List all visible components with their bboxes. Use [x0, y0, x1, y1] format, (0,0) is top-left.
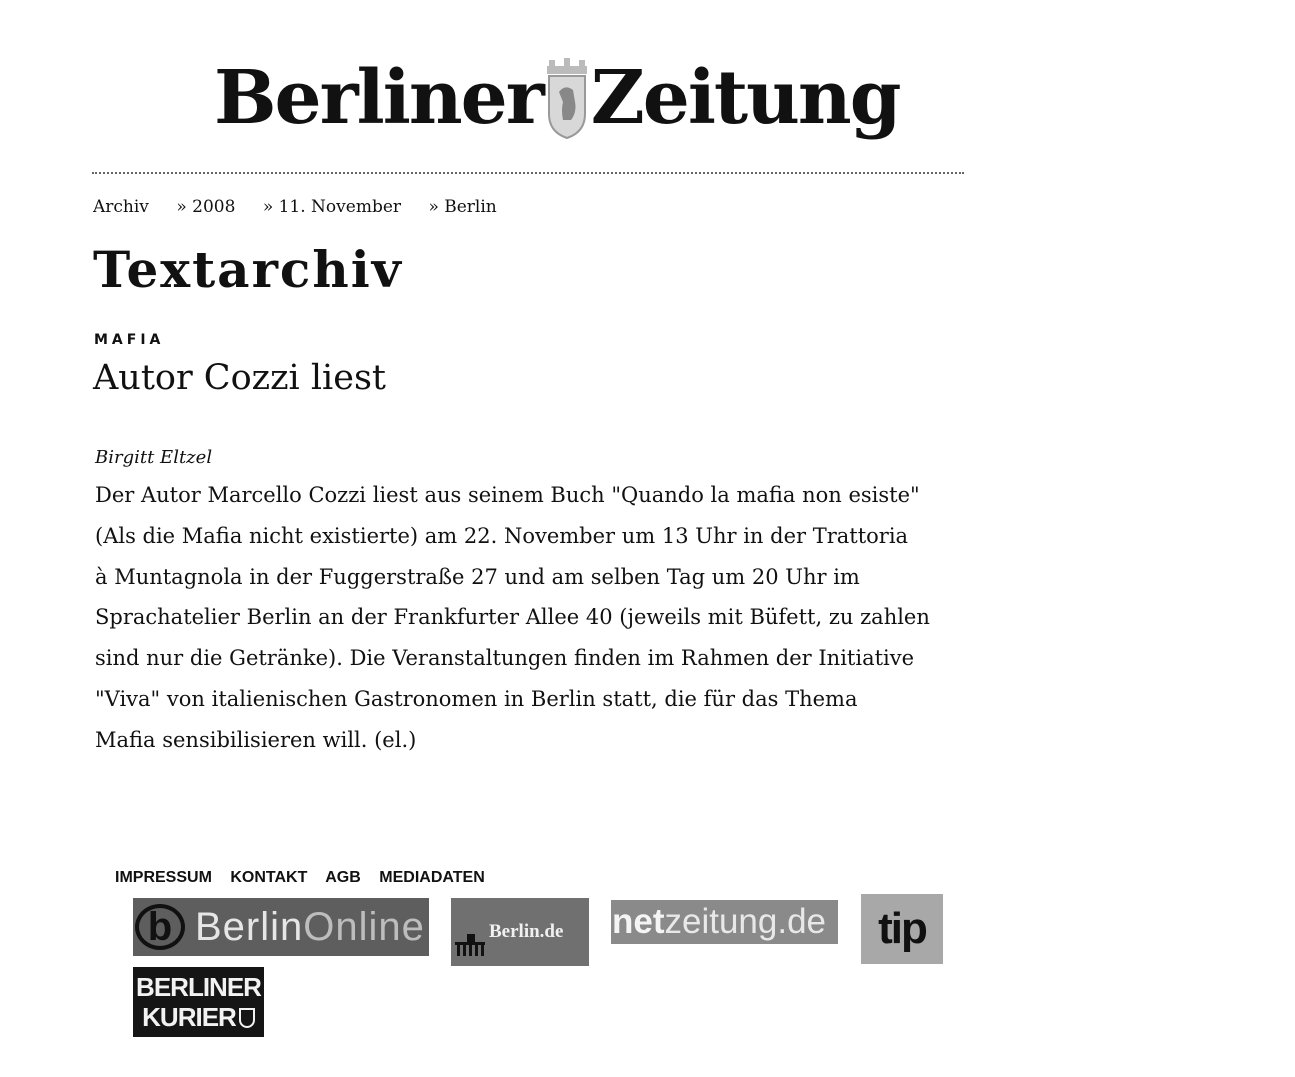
breadcrumb-date[interactable]: » 11. November	[262, 197, 402, 217]
kurier-crest-icon	[239, 1008, 255, 1028]
berlinonline-text-online: Online	[303, 904, 425, 949]
footer-link-kontakt[interactable]: KONTAKT	[230, 869, 308, 886]
article-body-line: sind nur die Getränke). Die Veranstaltungen finden im Rahmen der Initiative	[95, 646, 915, 671]
skyline-icon	[455, 928, 485, 956]
berlin-bear-crest-icon	[543, 56, 591, 140]
masthead-logo[interactable]	[214, 48, 900, 148]
berlinde-label: Berlin.de	[489, 921, 564, 942]
netzeitung-text-zeitung: zeitung.de	[664, 902, 827, 941]
berlinonline-text-berlin: Berlin	[195, 904, 304, 949]
partner-logo-tip[interactable]: tip	[861, 894, 943, 964]
masthead-word-berliner: Berliner	[214, 55, 543, 141]
breadcrumb-berlin[interactable]: » Berlin	[428, 197, 497, 217]
article-body-line: "Viva" von italienischen Gastronomen in Berlin statt, die für das Thema	[95, 686, 858, 711]
footer-links	[115, 869, 499, 887]
netzeitung-text-net: net	[612, 902, 665, 941]
breadcrumb-archiv[interactable]: Archiv	[93, 197, 149, 217]
breadcrumb	[93, 197, 519, 217]
partner-logo-netzeitung[interactable]	[611, 900, 838, 944]
footer-link-mediadaten[interactable]: MEDIADATEN	[379, 869, 485, 886]
footer-link-agb[interactable]: AGB	[325, 869, 361, 886]
article-author: Birgitt Eltzel	[95, 447, 213, 468]
article-body-line: Mafia sensibilisieren will. (el.)	[95, 727, 417, 752]
header-divider	[92, 172, 964, 174]
partner-logo-berlinde[interactable]	[451, 898, 589, 966]
kurier-line-1: BERLINER	[136, 972, 261, 1002]
article-body	[95, 475, 975, 761]
article-kicker: MAFIA	[94, 332, 165, 348]
berlinonline-b-icon: b	[135, 904, 185, 950]
masthead-word-zeitung: Zeitung	[590, 55, 900, 141]
article-body-line: (Als die Mafia nicht existierte) am 22. November um 13 Uhr in der Trattoria	[95, 523, 909, 548]
partner-logo-berlinonline[interactable]	[133, 898, 429, 956]
partner-logo-berliner-kurier[interactable]	[133, 967, 264, 1037]
footer-link-impressum[interactable]: IMPRESSUM	[115, 869, 212, 886]
page-title: Textarchiv	[93, 240, 403, 299]
article-headline: Autor Cozzi liest	[93, 358, 386, 398]
article-body-line: à Muntagnola in der Fuggerstraße 27 und am selben Tag um 20 Uhr im	[95, 564, 860, 589]
kurier-line-2: KURIER	[142, 1002, 236, 1032]
article-body-line: Der Autor Marcello Cozzi liest aus seinem Buch "Quando la mafia non esiste"	[95, 483, 920, 507]
breadcrumb-year[interactable]: » 2008	[176, 197, 236, 217]
article-body-line: Sprachatelier Berlin an der Frankfurter Allee 40 (jeweils mit Büfett, zu zahlen	[95, 605, 930, 630]
